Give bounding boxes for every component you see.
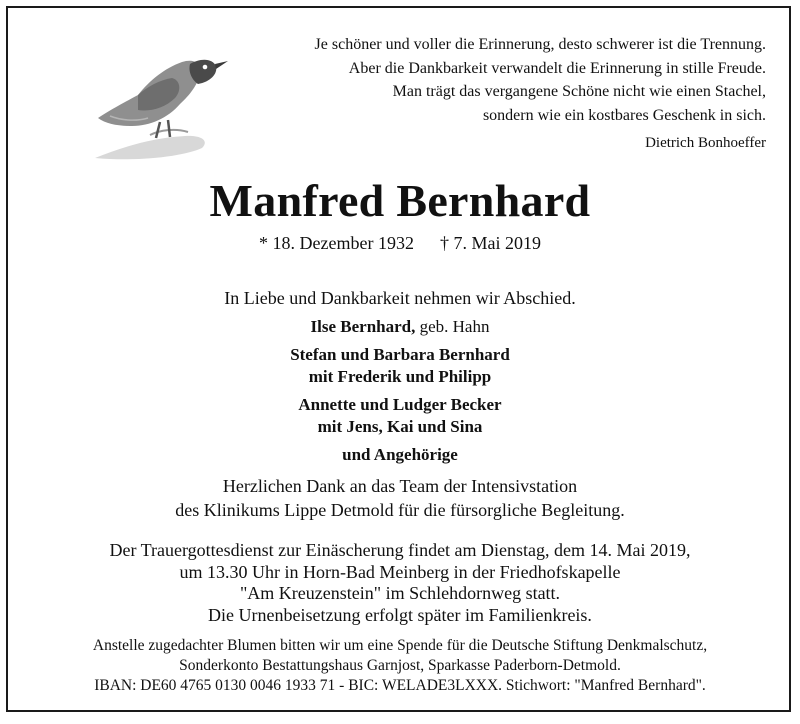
donation-line: Anstelle zugedachter Blumen bitten wir um eine Spende für die Deutsche Stiftung Denkmalschutz, <box>92 637 708 654</box>
life-dates <box>0 233 800 254</box>
death-date: † 7. Mai 2019 <box>439 233 541 253</box>
service-line: Die Urnenbeisetzung erfolgt später im Familienkreis. <box>208 604 592 625</box>
family-line: Stefan und Barbara Bernhard <box>290 345 510 364</box>
service-line: "Am Kreuzenstein" im Schlehdornweg statt. <box>239 583 561 603</box>
bonhoeffer-quote <box>315 33 766 156</box>
thanks-line: des Klinikums Lippe Detmold für die fürsorgliche Begleitung. <box>175 500 625 520</box>
spouse-line <box>0 316 800 338</box>
family-list <box>0 316 800 466</box>
donation-line: IBAN: DE60 4765 0130 0046 1933 71 - BIC: WELADE3LXXX. Stichwort: "Manfred Bernhard". <box>94 677 706 694</box>
birth-date: * 18. Dezember 1932 <box>259 233 414 253</box>
quote-line: Je schöner und voller die Erinnerung, desto schwerer ist die Trennung. <box>314 36 766 53</box>
spouse-name: Ilse Bernhard, <box>310 317 416 336</box>
thanks-text <box>0 474 800 522</box>
service-line: um 13.30 Uhr in Horn-Bad Meinberg in der Friedhofskapelle <box>179 561 621 582</box>
family-line: mit Jens, Kai und Sina <box>317 417 483 436</box>
thanks-line: Herzlichen Dank an das Team der Intensivstation <box>222 476 578 496</box>
spouse-maiden-name: geb. Hahn <box>419 317 490 336</box>
family-line: und Angehörige <box>342 445 458 464</box>
donation-line: Sonderkonto Bestattungshaus Garnjost, Sparkasse Paderborn-Detmold. <box>179 657 621 674</box>
donation-info <box>0 636 800 696</box>
family-line: mit Frederik und Philipp <box>308 367 492 386</box>
family-line: Annette und Ludger Becker <box>298 395 502 414</box>
service-info <box>0 540 800 626</box>
bird-illustration <box>90 40 240 165</box>
quote-line: sondern wie ein kostbares Geschenk in sich. <box>482 106 766 124</box>
farewell-text: In Liebe und Dankbarkeit nehmen wir Abschied. <box>224 288 576 308</box>
quote-line: Aber die Dankbarkeit verwandelt die Erinnerung in stille Freude. <box>348 59 766 77</box>
quote-line: Man trägt das vergangene Schöne nicht wie einen Stachel, <box>392 83 766 100</box>
deceased-name: Manfred Bernhard <box>209 175 591 226</box>
service-line: Der Trauergottesdienst zur Einäscherung findet am Dienstag, dem 14. Mai 2019, <box>109 540 691 560</box>
quote-author: Dietrich Bonhoeffer <box>645 135 766 151</box>
